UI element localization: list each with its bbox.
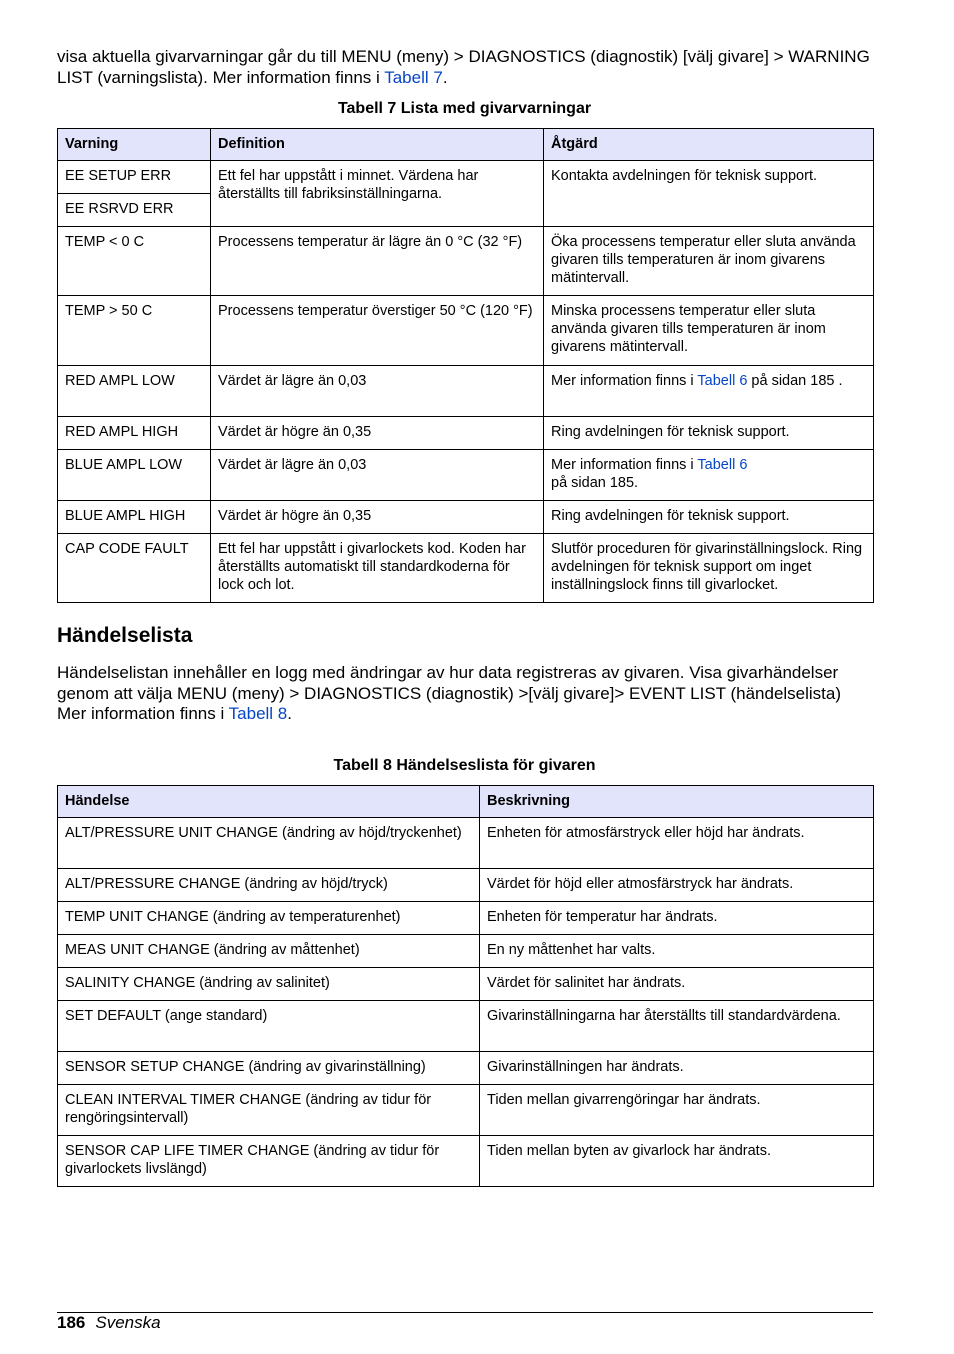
warning-cell: RED AMPL HIGH <box>58 417 211 450</box>
event-table <box>57 785 874 1187</box>
header-handelse: Händelse <box>58 786 480 818</box>
description-cell: Värdet för salinitet har ändrats. <box>480 968 874 1001</box>
header-varning: Varning <box>58 129 211 161</box>
description-cell: Tiden mellan byten av givarlock har ändrats. <box>480 1136 874 1187</box>
warning-cell: TEMP < 0 C <box>58 227 211 296</box>
action-cell: Öka processens temperatur eller sluta använda givaren tills temperaturen är inom givarens mätintervall. <box>544 227 874 296</box>
description-cell: Givarinställningen har ändrats. <box>480 1052 874 1085</box>
event-cell: SET DEFAULT (ange standard) <box>58 1001 480 1052</box>
event-cell: ALT/PRESSURE UNIT CHANGE (ändring av höjd/tryckenhet) <box>58 818 480 869</box>
table-row <box>58 1085 874 1136</box>
action-cell: Ring avdelningen för teknisk support. <box>544 417 874 450</box>
description-cell: Givarinställningarna har återställts till standardvärdena. <box>480 1001 874 1052</box>
description-cell: Enheten för atmosfärstryck eller höjd har ändrats. <box>480 818 874 869</box>
action-cell: Mer information finns i Tabell 6 på sidan 185. <box>544 450 874 501</box>
definition-cell: Värdet är högre än 0,35 <box>211 501 544 534</box>
table-row <box>58 366 874 417</box>
table-row <box>58 227 874 296</box>
event-cell: SENSOR CAP LIFE TIMER CHANGE (ändring av tidur för givarlockets livslängd) <box>58 1136 480 1187</box>
definition-cell: Värdet är högre än 0,35 <box>211 417 544 450</box>
action-cell: Kontakta avdelningen för teknisk support. <box>544 161 874 227</box>
table-row <box>58 935 874 968</box>
table-row <box>58 417 874 450</box>
action-cell: Ring avdelningen för teknisk support. <box>544 501 874 534</box>
definition-cell: Ett fel har uppstått i minnet. Värdena har återställts till fabriksinställningarna. <box>211 161 544 227</box>
intro-paragraph: visa aktuella givarvarningar går du till MENU (meny) > DIAGNOSTICS (diagnostik) [välj givare] > WARNING LIST (varningslista). Mer information finns i Tabell 7. <box>57 47 870 87</box>
warning-cell: BLUE AMPL HIGH <box>58 501 211 534</box>
definition-cell: Processens temperatur överstiger 50 °C (120 °F) <box>211 296 544 366</box>
description-cell: En ny måttenhet har valts. <box>480 935 874 968</box>
table-row <box>58 501 874 534</box>
section-heading: Händelselista <box>57 624 193 647</box>
table-row <box>58 1001 874 1052</box>
footer-language: Svenska <box>95 1313 161 1332</box>
warning-cell: CAP CODE FAULT <box>58 534 211 603</box>
event-cell: CLEAN INTERVAL TIMER CHANGE (ändring av tidur för rengöringsintervall) <box>58 1085 480 1136</box>
warning-cell: RED AMPL LOW <box>58 366 211 417</box>
page-footer <box>57 1313 161 1333</box>
header-atgard: Åtgärd <box>544 129 874 161</box>
definition-cell: Ett fel har uppstått i givarlockets kod. Koden har återställts automatiskt till standardkoderna för lock och lot. <box>211 534 544 603</box>
table-header-row <box>58 786 874 818</box>
section-paragraph: Händelselistan innehåller en logg med ändringar av hur data registreras av givaren. Visa givarhändelser genom att välja MENU (meny) > DIAGNOSTICS (diagnostik) >[välj givare]> EVENT LIST (händelselista) Mer information finns i Tabell 8. <box>57 663 842 723</box>
table8-caption: Tabell 8 Händelseslista för givaren <box>333 757 596 774</box>
table-row <box>58 968 874 1001</box>
warning-cell: EE RSRVD ERR <box>58 194 211 227</box>
footer-divider <box>57 1312 873 1313</box>
header-beskrivning: Beskrivning <box>480 786 874 818</box>
table-row <box>58 902 874 935</box>
event-cell: SENSOR SETUP CHANGE (ändring av givarinställning) <box>58 1052 480 1085</box>
warning-cell: TEMP > 50 C <box>58 296 211 366</box>
table-row <box>58 818 874 869</box>
warning-cell: EE SETUP ERR <box>58 161 211 194</box>
table-row <box>58 534 874 603</box>
action-cell: Mer information finns i Tabell 6 på sidan 185 . <box>544 366 874 417</box>
event-cell: ALT/PRESSURE CHANGE (ändring av höjd/tryck) <box>58 869 480 902</box>
action-cell: Minska processens temperatur eller sluta använda givaren tills temperaturen är inom givarens mätintervall. <box>544 296 874 366</box>
event-cell: TEMP UNIT CHANGE (ändring av temperaturenhet) <box>58 902 480 935</box>
link-tabell-7[interactable]: Tabell 7 <box>384 68 443 87</box>
description-cell: Tiden mellan givarrengöringar har ändrats. <box>480 1085 874 1136</box>
page-number: 186 <box>57 1313 86 1332</box>
table-row <box>58 161 874 194</box>
link-tabell-6[interactable]: Tabell 6 <box>697 373 748 389</box>
table-row <box>58 296 874 366</box>
action-cell: Slutför proceduren för givarinställningslock. Ring avdelningen för teknisk support om inget inställningslock finns till givarlocket. <box>544 534 874 603</box>
table-row <box>58 869 874 902</box>
table7-caption: Tabell 7 Lista med givarvarningar <box>337 100 592 117</box>
description-cell: Enheten för temperatur har ändrats. <box>480 902 874 935</box>
link-tabell-8[interactable]: Tabell 8 <box>228 704 288 723</box>
header-definition: Definition <box>211 129 544 161</box>
event-cell: SALINITY CHANGE (ändring av salinitet) <box>58 968 480 1001</box>
warning-table <box>57 128 874 603</box>
description-cell: Värdet för höjd eller atmosfärstryck har ändrats. <box>480 869 874 902</box>
definition-cell: Värdet är lägre än 0,03 <box>211 366 544 417</box>
event-cell: MEAS UNIT CHANGE (ändring av måttenhet) <box>58 935 480 968</box>
table-header-row <box>58 129 874 161</box>
table-row <box>58 1052 874 1085</box>
warning-cell: BLUE AMPL LOW <box>58 450 211 501</box>
definition-cell: Värdet är lägre än 0,03 <box>211 450 544 501</box>
table-row <box>58 1136 874 1187</box>
link-tabell-6[interactable]: Tabell 6 <box>697 457 748 473</box>
definition-cell: Processens temperatur är lägre än 0 °C (32 °F) <box>211 227 544 296</box>
table-row <box>58 450 874 501</box>
